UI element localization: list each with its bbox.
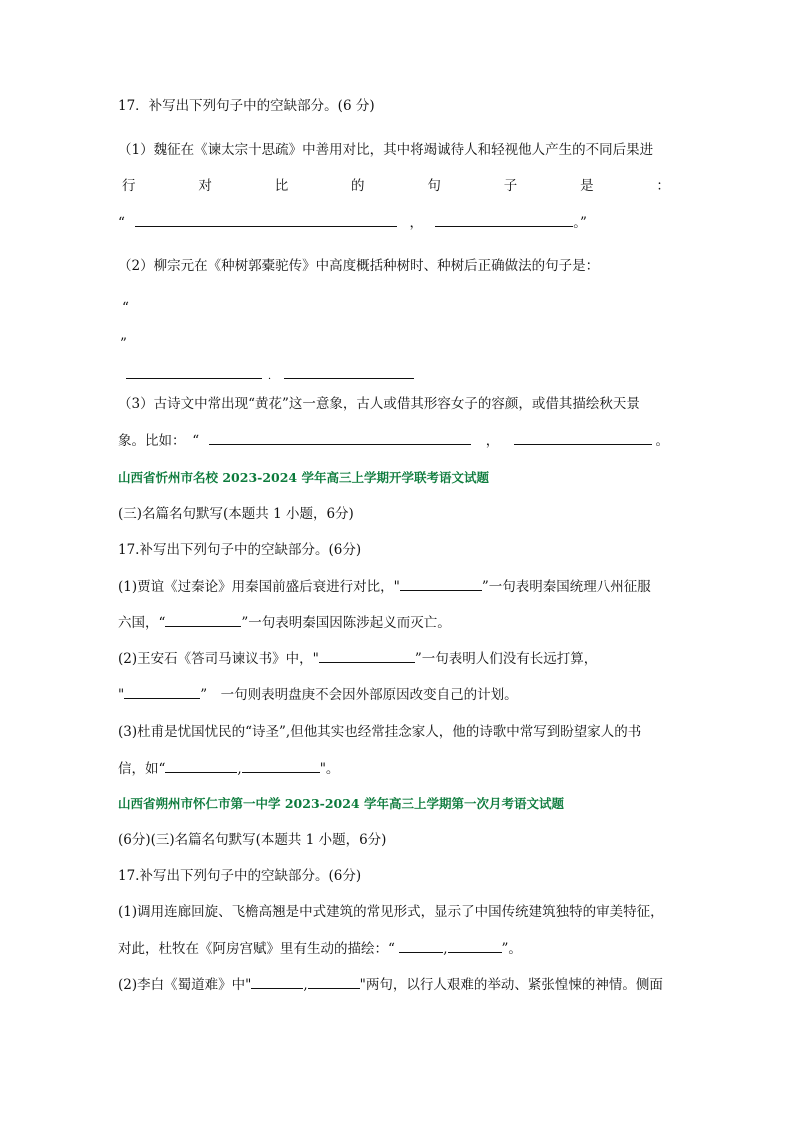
item-2-text-cont: "两句，以行人艰难的举动、紧张惶悚的神情。侧面 [359, 977, 663, 993]
item-1-text: （1）魏征在《谏太宗十思疏》中善用对比，其中将竭诚待人和轻视他人产生的不同后果进 [118, 142, 654, 158]
end-quote: "。 [319, 761, 340, 777]
item-2-line [118, 974, 663, 995]
item-2-blanks [126, 364, 414, 387]
spread-char: 比 [274, 178, 289, 194]
spread-char: 行 [122, 178, 136, 194]
item-1-line [118, 576, 651, 597]
question-17-title: 17．补写出下列句子中的空缺部分。(6 分) [118, 98, 375, 114]
item-1-line-2 [118, 612, 451, 633]
end-quote: ”。 [501, 941, 522, 957]
item-2-text: (2)王安石《答司马谏议书》中，" [118, 651, 319, 667]
question-17-title: 17.补写出下列句子中的空缺部分。(6分) [118, 868, 362, 884]
section-heading-xinzhou: 山西省忻州市名校 2023-2024 学年高三上学期开学联考语文试题 [118, 470, 489, 485]
comma: ， [409, 215, 423, 231]
spread-char: ： [656, 178, 670, 194]
item-1-spread-line [122, 176, 670, 196]
period: 。 [655, 433, 670, 449]
item-1-text-cont: ”一句表明秦国统理八州征服 [481, 579, 651, 595]
item-2-text-cont: ” 一句则表明盘庚不会因外部原因改变自己的计划。 [200, 687, 518, 703]
item-3-answer-line [118, 430, 669, 451]
open-quote: “ [118, 215, 125, 231]
section-heading-shuozhou: 山西省朔州市怀仁市第一中学 2023-2024 学年高三上学期第一次月考语文试题 [118, 796, 564, 811]
answer-blank[interactable] [242, 758, 320, 773]
item-2-line-2 [118, 684, 518, 705]
item-1-text: 对此，杜牧在《阿房宫赋》里有生动的描绘：“ [118, 941, 400, 957]
part-title: (三)名篇名句默写(本题共 1 小题，6分) [118, 506, 354, 522]
answer-blank[interactable] [400, 576, 482, 591]
answer-blank[interactable] [319, 648, 415, 663]
item-1-line-2 [118, 938, 522, 959]
answer-blank[interactable] [126, 364, 262, 379]
answer-blank[interactable] [514, 430, 652, 445]
comma: ， [485, 433, 500, 449]
item-3-text: （3）古诗文中常出现“黄花”这一意象，古人或借其形容女子的容颜，或借其描绘秋天景 [118, 396, 640, 412]
item-2-open-quote: “ [122, 300, 129, 316]
answer-blank[interactable] [209, 430, 471, 445]
answer-blank[interactable] [284, 364, 414, 379]
spread-char: 句 [427, 178, 441, 194]
item-1-line: (1)调用连廊回旋、飞檐高翘是中式建筑的常见形式，显示了中国传统建筑独特的审美特征， [118, 904, 664, 920]
item-2-line [118, 648, 597, 669]
spread-char: 对 [198, 178, 212, 194]
item-2-text: （2）柳宗元在《种树郭橐驼传》中高度概括种树时、种树后正确做法的句子是： [118, 258, 600, 274]
spread-char: 的 [351, 178, 365, 194]
question-17-title: 17.补写出下列句子中的空缺部分。(6分) [118, 542, 362, 558]
item-2-text: (2)李白《蜀道难》中" [118, 977, 252, 993]
item-2-text-cont: ”一句表明人们没有长远打算， [414, 651, 598, 667]
answer-blank[interactable] [124, 684, 200, 699]
comma: , [443, 941, 448, 957]
answer-blank[interactable] [165, 612, 241, 627]
item-3-line: (3)杜甫是忧国忧民的“诗圣”,但他其实也经常挂念家人，他的诗歌中常写到盼望家人的书 [118, 724, 642, 740]
item-3-line-2 [118, 758, 339, 779]
item-3-text: 信，如“ [118, 761, 166, 777]
item-1-text-cont: ”一句表明秦国因陈涉起义而灭亡。 [241, 615, 451, 631]
answer-blank[interactable] [135, 212, 397, 227]
spread-char: 子 [503, 178, 518, 194]
answer-blank[interactable] [399, 938, 443, 953]
answer-blank[interactable] [308, 974, 360, 989]
dot: ． [268, 371, 278, 382]
item-2-close-quote: ” [120, 336, 127, 352]
answer-blank[interactable] [435, 212, 573, 227]
answer-blank[interactable] [165, 758, 237, 773]
end-quote: 。” [573, 215, 587, 231]
item-1-text: (1)贾谊《过秦论》用秦国前盛后衰进行对比，" [118, 579, 400, 595]
item-1-text: 六国，“ [118, 615, 166, 631]
item-3-prefix: 象。比如： “ [118, 433, 200, 449]
spread-char: 是 [580, 178, 594, 194]
item-1-answer-line [118, 212, 587, 233]
answer-blank[interactable] [251, 974, 303, 989]
answer-blank[interactable] [448, 938, 502, 953]
part-title: (6分)(三)名篇名句默写(本题共 1 小题，6分) [118, 832, 387, 848]
comma: , [237, 761, 242, 777]
comma: , [303, 977, 308, 993]
open-quote: " [118, 687, 125, 703]
